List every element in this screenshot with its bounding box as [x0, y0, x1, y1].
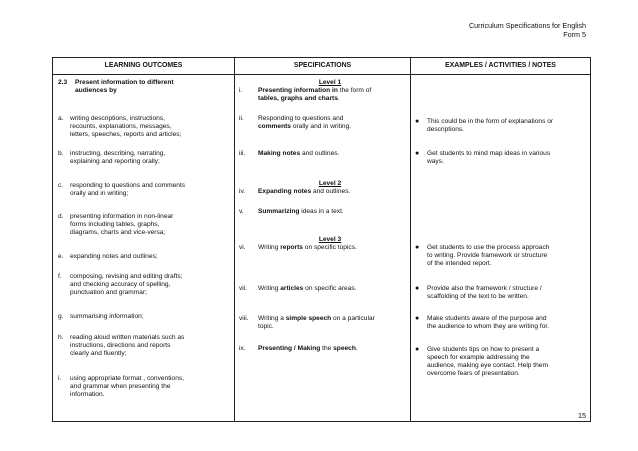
- spec-item: v. Summarizing ideas in a text.: [239, 208, 344, 215]
- column-header-specifications: SPECIFICATIONS: [235, 58, 411, 75]
- table-header-row: [53, 58, 591, 75]
- list-item: ● Provide also the framework / structure / scaffolding of the text to be written.: [415, 285, 542, 300]
- spec-item: viii. Writing a simple speech on a particular topic.: [239, 315, 375, 330]
- list-item: h. reading aloud written materials such as instructions, directions and reports clearly and fluently;: [58, 334, 185, 357]
- examples-cell: [411, 75, 591, 422]
- bullet-icon: ●: [415, 150, 420, 157]
- curriculum-table: [52, 57, 591, 422]
- level-heading: Level 1: [318, 79, 342, 86]
- list-item: ● Get students to use the process approach to writing. Provide framework or structure of the intended report.: [415, 244, 550, 267]
- header-title: Curriculum Specifications for English: [468, 21, 586, 30]
- spec-item: iii. Making notes and outlines.: [239, 150, 340, 157]
- header-form: Form 5: [563, 30, 586, 39]
- list-item: i. using appropriate format , conventions, and grammar when presenting the information.: [58, 375, 184, 398]
- spec-item: vi. Writing reports on specific topics.: [239, 244, 357, 251]
- outcome-heading-line: Present information to different: [75, 79, 174, 86]
- list-item: a. writing descriptions, instructions, recounts, explanations, messages, letters, speeches, reports and articles;: [58, 115, 182, 138]
- list-item: g. summarising information;: [58, 313, 144, 320]
- list-item: f. composing, revising and editing drafts; and checking accuracy of spelling, punctuation and grammar;: [58, 273, 183, 296]
- bullet-icon: ●: [415, 346, 420, 353]
- spec-item: vii. Writing articles on specific areas.: [239, 285, 357, 292]
- outcome-heading-line: audiences by: [75, 87, 117, 94]
- list-item: ● Give students tips on how to present a speech for example addressing the audience, making eye contact. Help them overcome fears of presentation.: [415, 346, 548, 377]
- list-item: d. presenting information in non-linear forms including tables, graphs, diagrams, charts and vice-versa;: [58, 213, 174, 236]
- outcome-number: 2.3: [58, 79, 68, 86]
- spec-item: ii. Responding to questions and comments orally and in writing.: [239, 115, 352, 130]
- bullet-icon: ●: [415, 285, 420, 292]
- learning-outcomes-cell: [53, 75, 235, 422]
- bullet-icon: ●: [415, 118, 420, 125]
- list-item: e. expanding notes and outlines;: [58, 253, 158, 260]
- spec-item: i. Presenting information in the form of tables, graphs and charts.: [239, 87, 372, 102]
- level-heading: Level 3: [318, 236, 342, 243]
- list-item: b. instructing, describing, narrating, explaining and reporting orally;: [58, 150, 166, 165]
- spec-item: iv. Expanding notes and outlines.: [239, 188, 351, 195]
- outcome-heading: [58, 79, 230, 95]
- list-item: ● Make students aware of the purpose and the audience to whom they are writing for.: [415, 315, 550, 330]
- list-item: c. responding to questions and comments orally and in writing;: [58, 182, 186, 197]
- specifications-cell: [235, 75, 411, 422]
- page-number: 15: [578, 411, 586, 420]
- column-header-learning-outcomes: LEARNING OUTCOMES: [53, 58, 235, 75]
- spec-item: ix. Presenting / Making the speech.: [239, 345, 358, 352]
- bullet-icon: ●: [415, 315, 420, 322]
- list-item: ● Get students to mind map ideas in various ways.: [415, 150, 551, 165]
- column-header-examples: EXAMPLES / ACTIVITIES / NOTES: [411, 58, 591, 75]
- bullet-icon: ●: [415, 244, 420, 251]
- level-heading: Level 2: [318, 180, 342, 187]
- document-header: [469, 21, 586, 39]
- list-item: ● This could be in the form of explanations or descriptions.: [415, 118, 554, 133]
- table-row: [53, 75, 591, 422]
